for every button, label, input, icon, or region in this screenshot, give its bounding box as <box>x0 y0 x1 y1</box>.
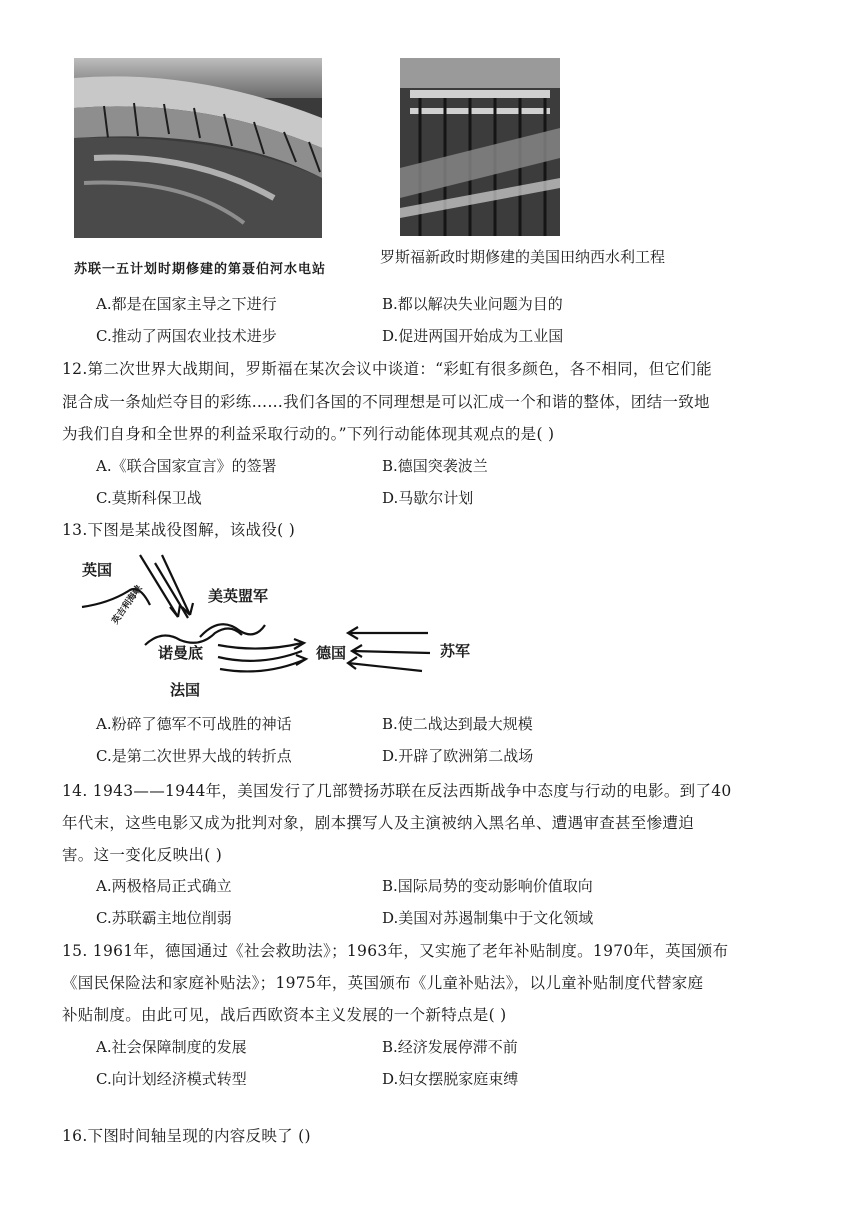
dnieper-dam-photo <box>74 58 322 238</box>
q14-option-a[interactable]: A.两极格局正式确立 <box>96 877 232 895</box>
q13-option-b[interactable]: B.使二战达到最大规模 <box>382 715 533 733</box>
tva-project-photo <box>400 58 560 236</box>
label-france: 法国 <box>170 681 201 699</box>
battle-diagram <box>70 545 510 705</box>
q11-option-a[interactable]: A.都是在国家主导之下进行 <box>96 295 277 313</box>
q11-option-d[interactable]: D.促进两国开始成为工业国 <box>382 327 564 345</box>
q12-option-a[interactable]: A.《联合国家宣言》的签署 <box>96 457 277 475</box>
q12-option-c[interactable]: C.莫斯科保卫战 <box>96 489 202 507</box>
q14-option-c[interactable]: C.苏联霸主地位削弱 <box>96 909 232 927</box>
q12-stem-line-1: 12.第二次世界大战期间，罗斯福在某次会议中谈道：“彩虹有很多颜色，各不相同，但它们能 <box>62 360 712 378</box>
q11-option-b[interactable]: B.都以解决失业问题为目的 <box>382 295 563 313</box>
q16-stem: 16.下图时间轴呈现的内容反映了 () <box>62 1127 311 1145</box>
left-photo-caption: 苏联一五计划时期修建的第聂伯河水电站 <box>74 262 327 277</box>
q13-option-c[interactable]: C.是第二次世界大战的转折点 <box>96 747 292 765</box>
q15-stem-line-2: 《国民保险法和家庭补贴法》；1975年，英国颁布《儿童补贴法》，以儿童补贴制度代替家庭 <box>62 974 704 992</box>
label-allied-forces: 美英盟军 <box>208 587 269 605</box>
q14-stem-line-2: 年代末，这些电影又成为批判对象，剧本撰写人及主演被纳入黑名单、遭遇审查甚至惨遭迫 <box>62 814 695 832</box>
q15-option-c[interactable]: C.向计划经济模式转型 <box>96 1070 247 1088</box>
q12-stem-line-2: 混合成一条灿烂夺目的彩练……我们各国的不同理想是可以汇成一个和谐的整体，团结一致地 <box>62 393 710 411</box>
q12-option-b[interactable]: B.德国突袭波兰 <box>382 457 488 475</box>
q14-stem-line-3: 害。这一变化反映出( ) <box>62 846 223 864</box>
label-english-channel: 英吉利海峡 <box>110 583 145 627</box>
q15-option-b[interactable]: B.经济发展停滞不前 <box>382 1038 518 1056</box>
label-soviet-army: 苏军 <box>440 642 471 660</box>
q14-stem-line-1: 14. 1943——1944年，美国发行了几部赞扬苏联在反法西斯战争中态度与行动的电影。到了40 <box>62 782 732 800</box>
q14-option-b[interactable]: B.国际局势的变动影响价值取向 <box>382 877 593 895</box>
q13-stem: 13.下图是某战役图解，该战役( ) <box>62 521 296 539</box>
label-britain: 英国 <box>82 561 113 579</box>
q12-option-d[interactable]: D.马歇尔计划 <box>382 489 474 507</box>
label-germany: 德国 <box>316 644 347 662</box>
q14-option-d[interactable]: D.美国对苏遏制集中于文化领域 <box>382 909 594 927</box>
q15-stem-line-3: 补贴制度。由此可见，战后西欧资本主义发展的一个新特点是( ) <box>62 1006 507 1024</box>
right-photo-caption: 罗斯福新政时期修建的美国田纳西水利工程 <box>380 248 666 266</box>
q15-stem-line-1: 15. 1961年，德国通过《社会救助法》；1963年，又实施了老年补贴制度。1970年，英国颁布 <box>62 942 729 960</box>
q15-option-a[interactable]: A.社会保障制度的发展 <box>96 1038 247 1056</box>
q11-option-c[interactable]: C.推动了两国农业技术进步 <box>96 327 277 345</box>
q13-option-d[interactable]: D.开辟了欧洲第二战场 <box>382 747 534 765</box>
q13-option-a[interactable]: A.粉碎了德军不可战胜的神话 <box>96 715 292 733</box>
label-normandy: 诺曼底 <box>158 644 204 662</box>
q12-stem-line-3: 为我们自身和全世界的利益采取行动的。”下列行动能体现其观点的是( ) <box>62 425 555 443</box>
q15-option-d[interactable]: D.妇女摆脱家庭束缚 <box>382 1070 519 1088</box>
